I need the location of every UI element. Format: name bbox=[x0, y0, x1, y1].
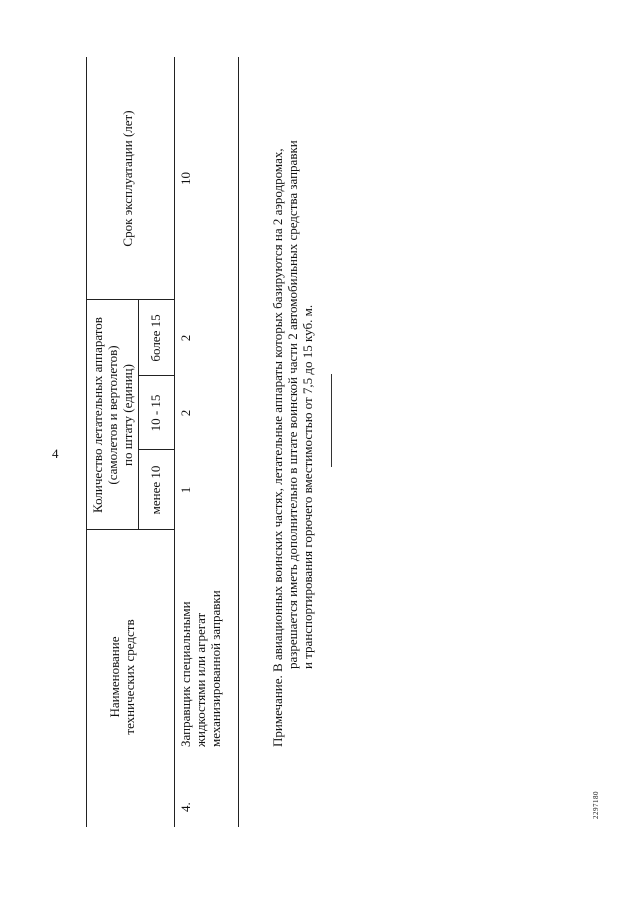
header-sub-more-15: более 15 bbox=[148, 314, 163, 362]
rotated-content bbox=[86, 57, 336, 837]
table-top-rule bbox=[86, 57, 87, 827]
row-name-line2: жидкостями или агрегат bbox=[193, 612, 208, 747]
header-sub-less-10: менее 10 bbox=[148, 465, 163, 515]
document-id: 2297180 bbox=[592, 791, 600, 819]
row-name-line1: Заправщик специальными bbox=[178, 601, 193, 747]
row-value-10-15: 2 bbox=[178, 409, 193, 417]
note-line-1: Примечание. В авиационных воинских частях, летательные аппараты которых базируются на 2 аэродромах, bbox=[270, 148, 285, 747]
table-bottom-rule bbox=[238, 57, 239, 827]
table-sub-header-rule bbox=[138, 300, 139, 530]
row-value-more-15: 2 bbox=[178, 334, 193, 342]
end-separator bbox=[331, 374, 332, 467]
header-quantity-line1: Количество летательных аппаратов bbox=[90, 317, 105, 513]
row-number: 4. bbox=[178, 802, 193, 812]
header-name-line2: технических средств bbox=[122, 619, 137, 735]
header-quantity-line2: (самолетов и вертолетов) bbox=[105, 345, 120, 485]
header-name-line1: Наименование bbox=[107, 636, 122, 718]
header-service-life: Срок эксплуатации (лет) bbox=[120, 110, 135, 247]
header-quantity-line3: по штату (единиц) bbox=[120, 364, 135, 466]
row-value-less-10: 1 bbox=[178, 486, 193, 494]
row-name-line3: механизированной заправки bbox=[208, 590, 223, 747]
page-number: 4 bbox=[52, 446, 59, 461]
note-line-2: разрешается иметь дополнительно в штате воинской части 2 автомобильных средства заправки bbox=[285, 140, 300, 669]
header-sub-10-15: 10 - 15 bbox=[148, 394, 163, 432]
note-line-3: и транспортирования горючего вместимостью от 7,5 до 15 куб. м. bbox=[300, 304, 315, 669]
table-header-bottom-rule bbox=[174, 57, 175, 827]
row-value-service-life: 10 bbox=[178, 172, 193, 185]
